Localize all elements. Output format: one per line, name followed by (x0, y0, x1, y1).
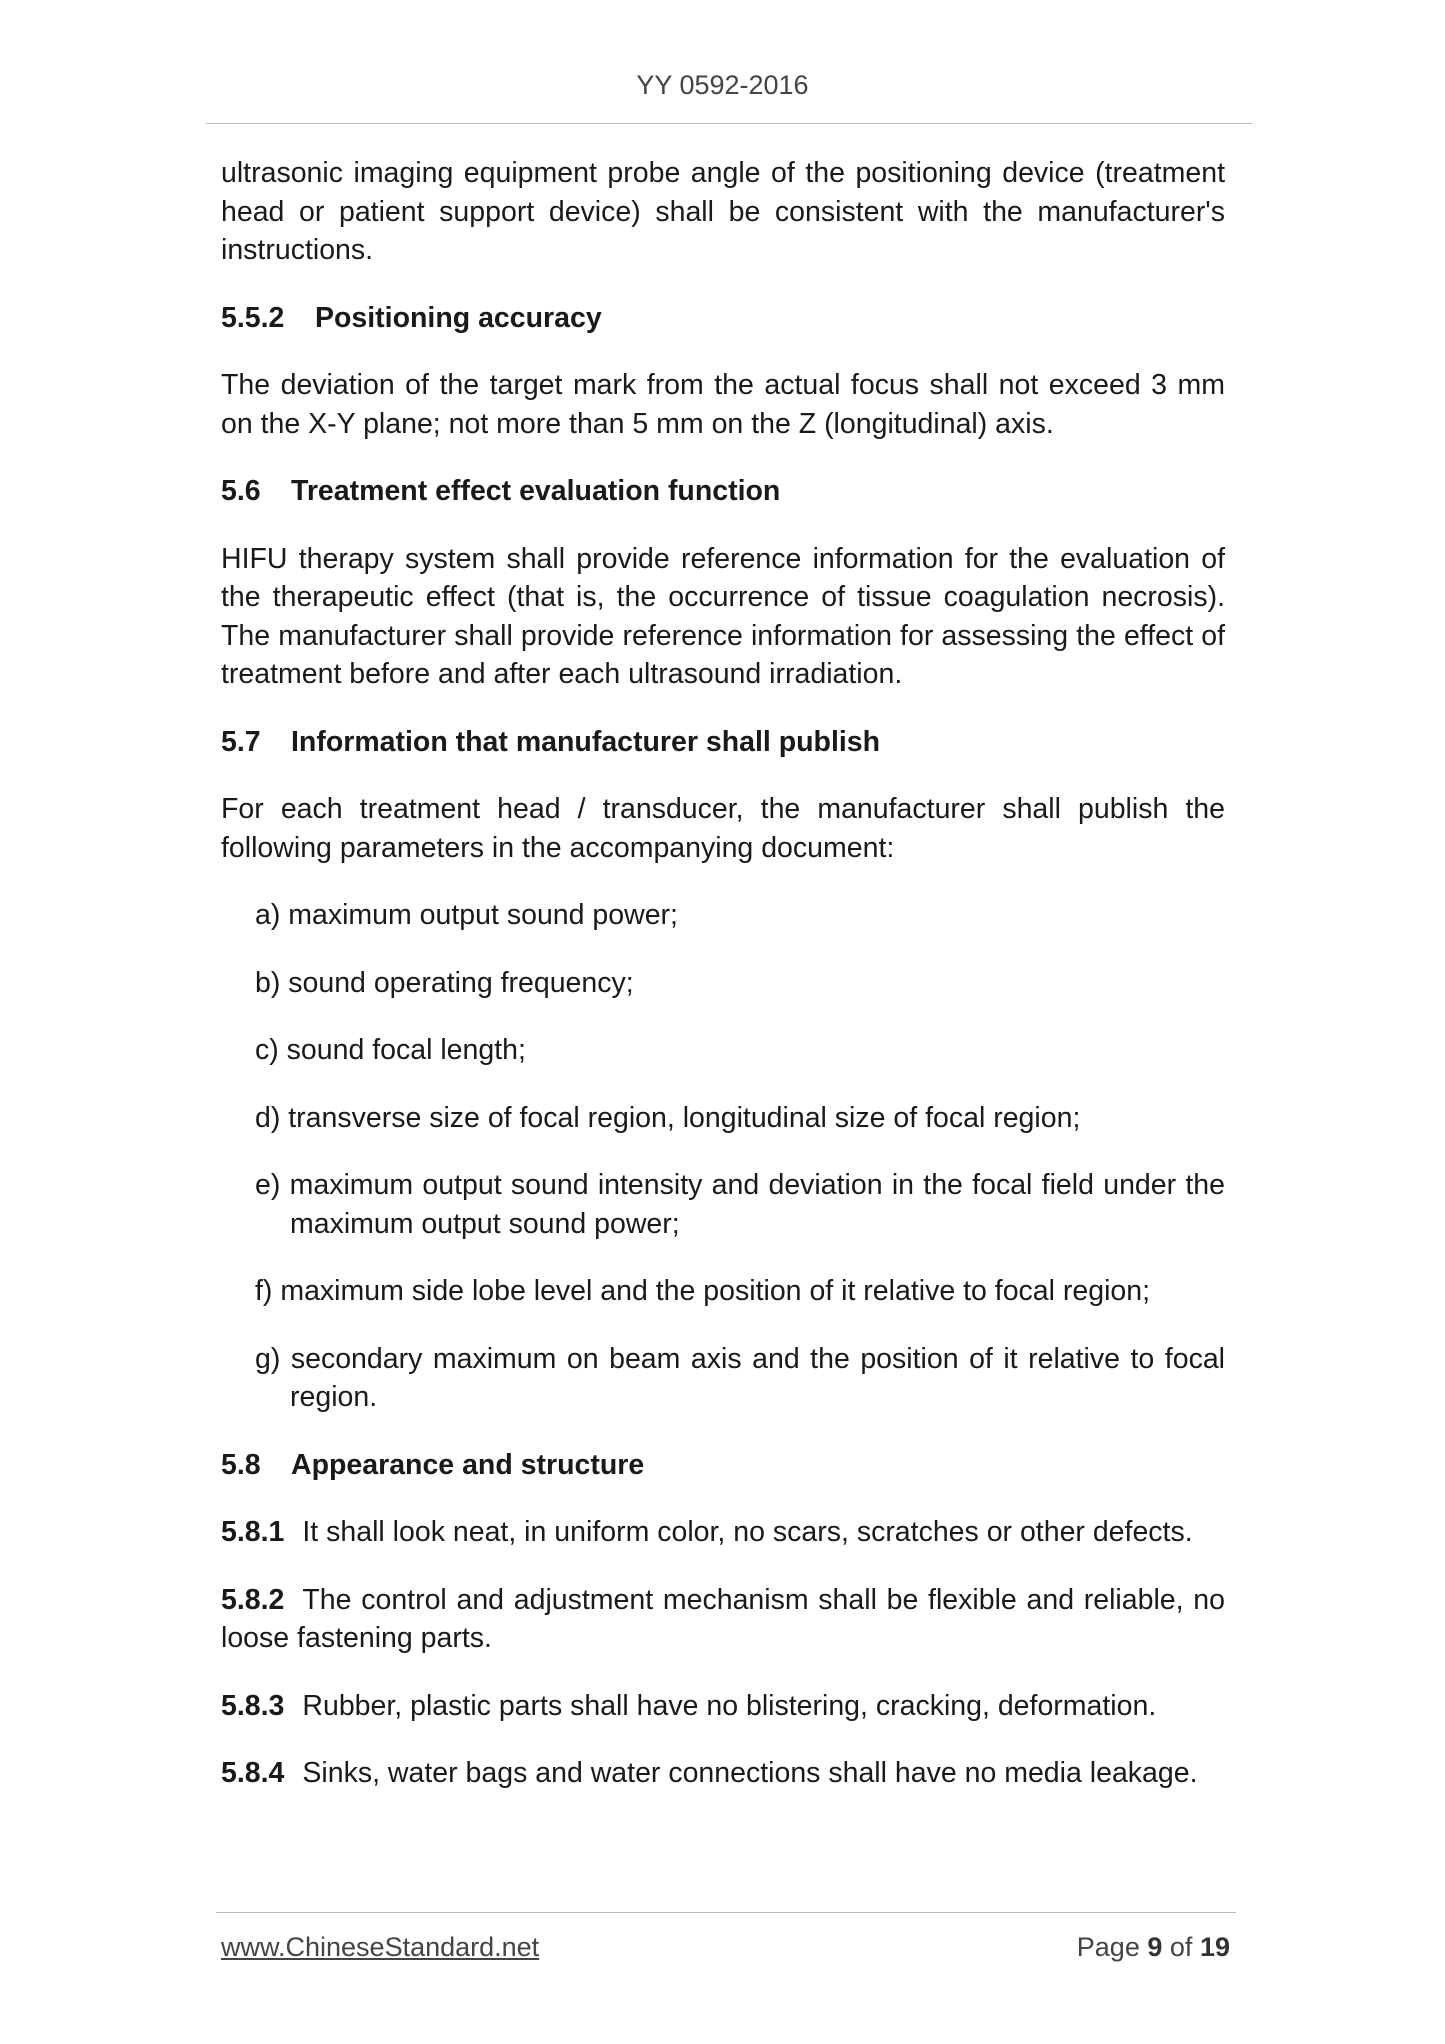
clause-text: It shall look neat, in uniform color, no scars, scratches or other defects. (302, 1516, 1193, 1548)
list-item: d) transverse size of focal region, longitudinal size of focal region; (255, 1101, 1081, 1134)
section-heading-5-6 (221, 472, 1225, 511)
page-header: YY 0592-2016 (636, 70, 809, 100)
section-heading-5-7 (221, 723, 1225, 762)
page-number (1077, 1932, 1230, 1963)
of-label: of (1169, 1932, 1193, 1962)
list-item: a) maximum output sound power; (255, 899, 678, 931)
section-heading-5-8 (221, 1446, 1225, 1485)
page-label: Page (1076, 1932, 1140, 1962)
section-number: 5.7 (221, 725, 261, 758)
clause-text: Rubber, plastic parts shall have no blistering, cracking, deformation. (302, 1689, 1157, 1722)
section-5-7-text: For each treatment head / transducer, the manufacturer shall publish the following parameters in the accompanying document: (221, 793, 1225, 864)
section-number: 5.6 (221, 475, 261, 507)
clause-5-8-1 (221, 1513, 1225, 1552)
website-link[interactable]: www.ChineseStandard.net (221, 1932, 540, 1962)
list-item: c) sound focal length; (255, 1034, 526, 1066)
section-number: 5.8 (221, 1448, 261, 1481)
header-divider (206, 123, 1252, 124)
section-title: Information that manufacturer shall publish (291, 725, 881, 758)
section-title: Positioning accuracy (315, 301, 602, 334)
section-title: Treatment effect evaluation function (291, 475, 781, 507)
total-pages: 19 (1199, 1932, 1230, 1962)
clause-number: 5.8.1 (221, 1516, 285, 1548)
current-page: 9 (1147, 1932, 1163, 1962)
section-number: 5.5.2 (221, 301, 285, 334)
document-body (221, 154, 1225, 1822)
footer-divider (216, 1912, 1236, 1913)
parameter-list (221, 896, 1225, 1417)
list-item: b) sound operating frequency; (255, 966, 634, 999)
list-item: e) maximum output sound intensity and deviation in the focal field under the maximum output sound power; (255, 1169, 1225, 1240)
section-title: Appearance and structure (291, 1448, 645, 1481)
clause-number: 5.8.3 (221, 1689, 285, 1722)
clause-5-8-4 (221, 1754, 1225, 1793)
clause-number: 5.8.4 (221, 1757, 285, 1789)
clause-5-8-3 (221, 1687, 1225, 1726)
clause-text: Sinks, water bags and water connections shall have no media leakage. (302, 1757, 1198, 1789)
clause-number: 5.8.2 (221, 1583, 285, 1616)
section-5-6-text: HIFU therapy system shall provide reference information for the evaluation of the therapeutic effect (that is, the occurrence of tissue coagulation necrosis). The manufacturer shall provide reference information for assessing the effect of treatment before and after each ultrasound irradiation. (221, 542, 1225, 690)
clause-5-8-2 (221, 1581, 1225, 1658)
clause-text: The control and adjustment mechanism shall be flexible and reliable, no loose fastening parts. (221, 1583, 1225, 1654)
list-item: g) secondary maximum on beam axis and the position of it relative to focal region. (255, 1342, 1225, 1413)
section-heading-5-5-2 (221, 299, 1225, 338)
list-item: f) maximum side lobe level and the position of it relative to focal region; (255, 1275, 1151, 1307)
section-5-5-2-text: The deviation of the target mark from the actual focus shall not exceed 3 mm on the X-Y plane; not more than 5 mm on the Z (longitudinal) axis. (221, 369, 1225, 440)
intro-paragraph: ultrasonic imaging equipment probe angle of the positioning device (treatment head or patient support device) shall be consistent with the manufacturer's instructions. (221, 157, 1225, 266)
